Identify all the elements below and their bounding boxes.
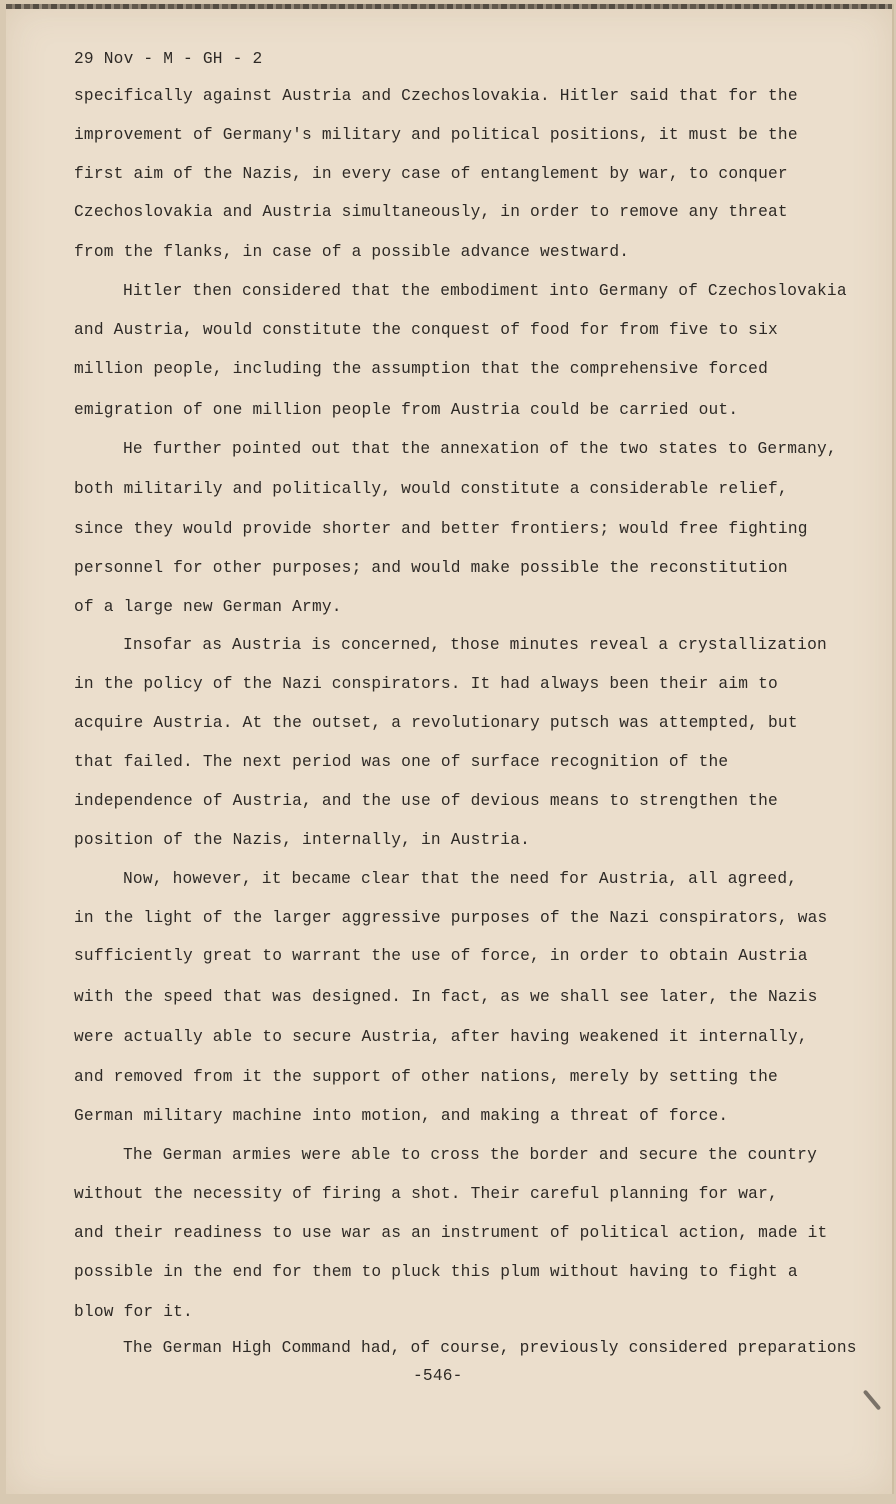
text-line: specifically against Austria and Czechoslovakia. Hitler said that for the	[74, 87, 798, 105]
paragraph-start-line: The German High Command had, of course, previously considered preparations	[123, 1339, 857, 1357]
torn-top-edge	[6, 4, 892, 9]
text-line: and Austria, would constitute the conquest of food for from five to six	[74, 321, 778, 339]
page-header: 29 Nov - M - GH - 2	[74, 50, 263, 68]
text-line: emigration of one million people from Austria could be carried out.	[74, 401, 739, 419]
text-line: without the necessity of firing a shot. Their careful planning for war,	[74, 1185, 778, 1203]
text-line: Czechoslovakia and Austria simultaneously, in order to remove any threat	[74, 203, 788, 221]
text-line: personnel for other purposes; and would make possible the reconstitution	[74, 559, 788, 577]
paper-mark	[863, 1390, 881, 1411]
paragraph-start-line: He further pointed out that the annexation of the two states to Germany,	[123, 440, 837, 458]
text-line: sufficiently great to warrant the use of force, in order to obtain Austria	[74, 947, 808, 965]
text-line: in the policy of the Nazi conspirators. It had always been their aim to	[74, 675, 778, 693]
page-number: -546-	[413, 1367, 463, 1385]
paragraph-start-line: Insofar as Austria is concerned, those minutes reveal a crystallization	[123, 636, 827, 654]
text-line: with the speed that was designed. In fact, as we shall see later, the Nazis	[74, 988, 818, 1006]
text-line: in the light of the larger aggressive purposes of the Nazi conspirators, was	[74, 909, 828, 927]
text-line: from the flanks, in case of a possible advance westward.	[74, 243, 630, 261]
text-line: acquire Austria. At the outset, a revolutionary putsch was attempted, but	[74, 714, 798, 732]
text-line: improvement of Germany's military and political positions, it must be the	[74, 126, 798, 144]
text-line: that failed. The next period was one of surface recognition of the	[74, 753, 729, 771]
document-page	[6, 4, 894, 1494]
text-line: independence of Austria, and the use of devious means to strengthen the	[74, 792, 778, 810]
text-line: German military machine into motion, and making a threat of force.	[74, 1107, 729, 1125]
text-line: and removed from it the support of other nations, merely by setting the	[74, 1068, 778, 1086]
text-line: blow for it.	[74, 1303, 193, 1321]
text-line: and their readiness to use war as an instrument of political action, made it	[74, 1224, 828, 1242]
paragraph-start-line: Now, however, it became clear that the need for Austria, all agreed,	[123, 870, 798, 888]
text-line: since they would provide shorter and better frontiers; would free fighting	[74, 520, 808, 538]
text-line: first aim of the Nazis, in every case of entanglement by war, to conquer	[74, 165, 788, 183]
text-line: possible in the end for them to pluck this plum without having to fight a	[74, 1263, 798, 1281]
paragraph-start-line: Hitler then considered that the embodiment into Germany of Czechoslovakia	[123, 282, 847, 300]
text-line: of a large new German Army.	[74, 598, 342, 616]
text-line: million people, including the assumption that the comprehensive forced	[74, 360, 768, 378]
text-line: were actually able to secure Austria, after having weakened it internally,	[74, 1028, 808, 1046]
text-line: both militarily and politically, would constitute a considerable relief,	[74, 480, 788, 498]
paragraph-start-line: The German armies were able to cross the border and secure the country	[123, 1146, 817, 1164]
text-line: position of the Nazis, internally, in Austria.	[74, 831, 531, 849]
